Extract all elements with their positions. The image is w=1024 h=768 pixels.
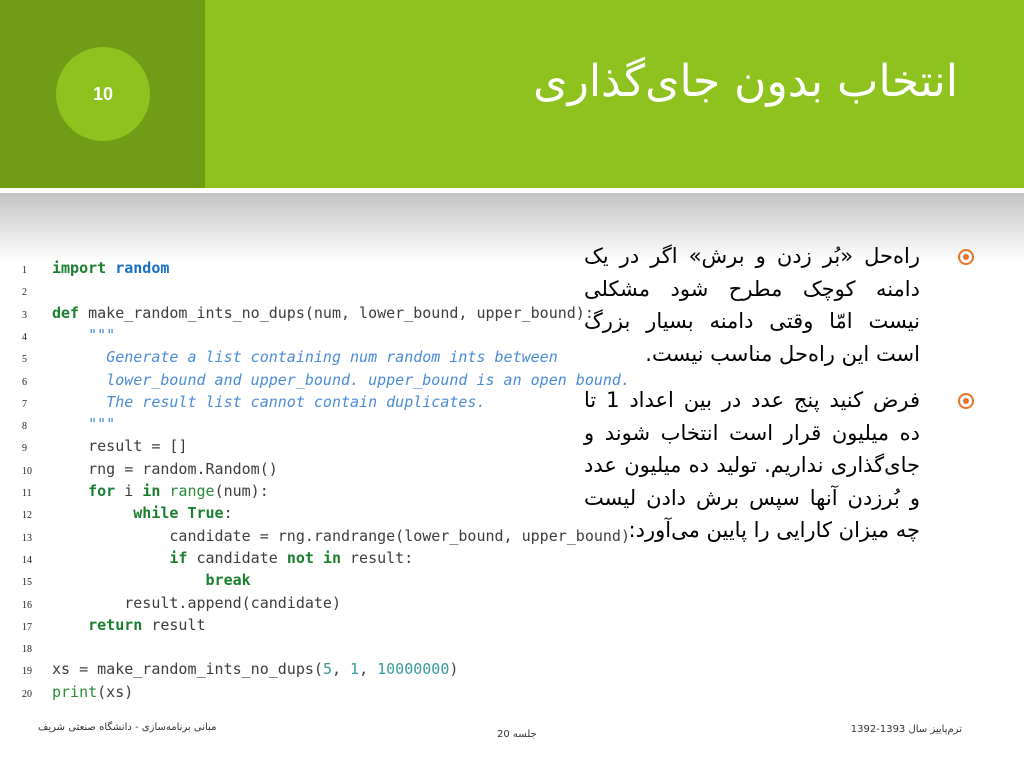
code-text: """ bbox=[88, 325, 116, 344]
code-text: lower_bound and upper_bound. upper_bound is an open bound. bbox=[106, 370, 630, 389]
line-number: 7 bbox=[22, 398, 27, 410]
code-line bbox=[22, 346, 558, 368]
code-line bbox=[22, 547, 413, 569]
line-number: 5 bbox=[22, 354, 27, 366]
code-line bbox=[22, 525, 630, 547]
bullet-text: راه‌حل «بُر زدن و برش» اگر در یک دامنه کوچک مطرح شود مشکلی نیست امّا وقتی دامنه بسیار بزرگ است این راه‌حل مناسب نیست. bbox=[584, 244, 920, 366]
code-text: import random bbox=[52, 259, 170, 277]
code-line bbox=[22, 681, 133, 703]
line-number: 11 bbox=[22, 488, 32, 499]
line-number: 4 bbox=[22, 331, 27, 343]
line-number: 8 bbox=[22, 421, 27, 433]
code-text: return result bbox=[88, 615, 206, 634]
code-text: The result list cannot contain duplicates. bbox=[106, 392, 486, 411]
code-text: def make_random_ints_no_dups(num, lower_bound, upper_bound): bbox=[52, 303, 594, 322]
code-line bbox=[22, 257, 169, 279]
code-line bbox=[22, 658, 458, 680]
code-text: Generate a list containing num random ints between bbox=[106, 348, 558, 367]
line-number: 16 bbox=[22, 599, 32, 611]
line-number: 3 bbox=[22, 309, 27, 321]
code-line bbox=[22, 279, 52, 301]
code-text: xs = make_random_ints_no_dups(5, 1, 10000000) bbox=[52, 660, 459, 679]
line-number: 18 bbox=[22, 644, 32, 656]
code-line bbox=[22, 369, 630, 391]
slide-number: 10 bbox=[92, 83, 114, 104]
code-line bbox=[22, 391, 485, 413]
bullet-text: فرض کنید پنج عدد در بین اعداد 1 تا ده میلیون قرار است انتخاب شوند و جای‌گذاری نداریم. تولید ده میلیون عدد و بُرزدن آنها سپس برش دادن لیست چه میزان کارایی را پایین می‌آورد: bbox=[584, 388, 920, 542]
code-line bbox=[22, 480, 269, 502]
code-line bbox=[22, 614, 206, 636]
line-number: 12 bbox=[22, 510, 32, 522]
code-line bbox=[22, 413, 115, 435]
code-text: result = [] bbox=[52, 437, 188, 456]
bullet-circle-icon bbox=[958, 393, 974, 409]
code-text: print(xs) bbox=[52, 682, 134, 701]
code-text: break bbox=[205, 571, 251, 590]
bullet-list bbox=[584, 240, 974, 561]
bullet-circle-icon bbox=[958, 249, 974, 265]
line-number: 14 bbox=[22, 554, 32, 566]
line-number: 13 bbox=[22, 532, 32, 544]
line-number: 20 bbox=[22, 688, 32, 700]
line-number: 9 bbox=[22, 443, 27, 455]
bullet-item bbox=[584, 240, 974, 370]
line-number: 2 bbox=[22, 287, 27, 299]
line-number: 17 bbox=[22, 621, 32, 633]
line-number: 1 bbox=[22, 265, 27, 276]
code-line bbox=[22, 592, 341, 614]
code-text: """ bbox=[88, 415, 116, 434]
code-text: for i in range(num): bbox=[88, 482, 269, 500]
footer-course: مبانی برنامه‌سازی - دانشگاه صنعتی شریف bbox=[38, 722, 217, 733]
line-number: 19 bbox=[22, 666, 32, 678]
footer-session: جلسه 20 bbox=[497, 729, 537, 740]
code-line bbox=[22, 435, 187, 457]
code-line bbox=[22, 458, 278, 480]
code-text: result.append(candidate) bbox=[52, 593, 341, 612]
slide-number-badge bbox=[56, 47, 150, 141]
bullet-item bbox=[584, 384, 974, 547]
line-number: 6 bbox=[22, 376, 27, 388]
code-line bbox=[22, 636, 52, 658]
code-text: if candidate not in result: bbox=[169, 548, 414, 567]
line-number: 10 bbox=[22, 465, 32, 477]
header-left-panel bbox=[0, 0, 205, 188]
code-text: rng = random.Random() bbox=[52, 459, 278, 478]
header-band bbox=[0, 0, 1024, 188]
code-line bbox=[22, 569, 251, 591]
code-line bbox=[22, 324, 115, 346]
slide-title: انتخاب بدون جای‌گذاری bbox=[533, 56, 958, 107]
code-text: while True: bbox=[133, 504, 233, 523]
footer-term: ترم‌پاییز سال 1393-1392 bbox=[850, 724, 962, 735]
code-text: candidate = rng.randrange(lower_bound, upper_bound) bbox=[52, 526, 630, 545]
code-line bbox=[22, 302, 594, 324]
code-line bbox=[22, 502, 233, 524]
line-number: 15 bbox=[22, 577, 32, 589]
